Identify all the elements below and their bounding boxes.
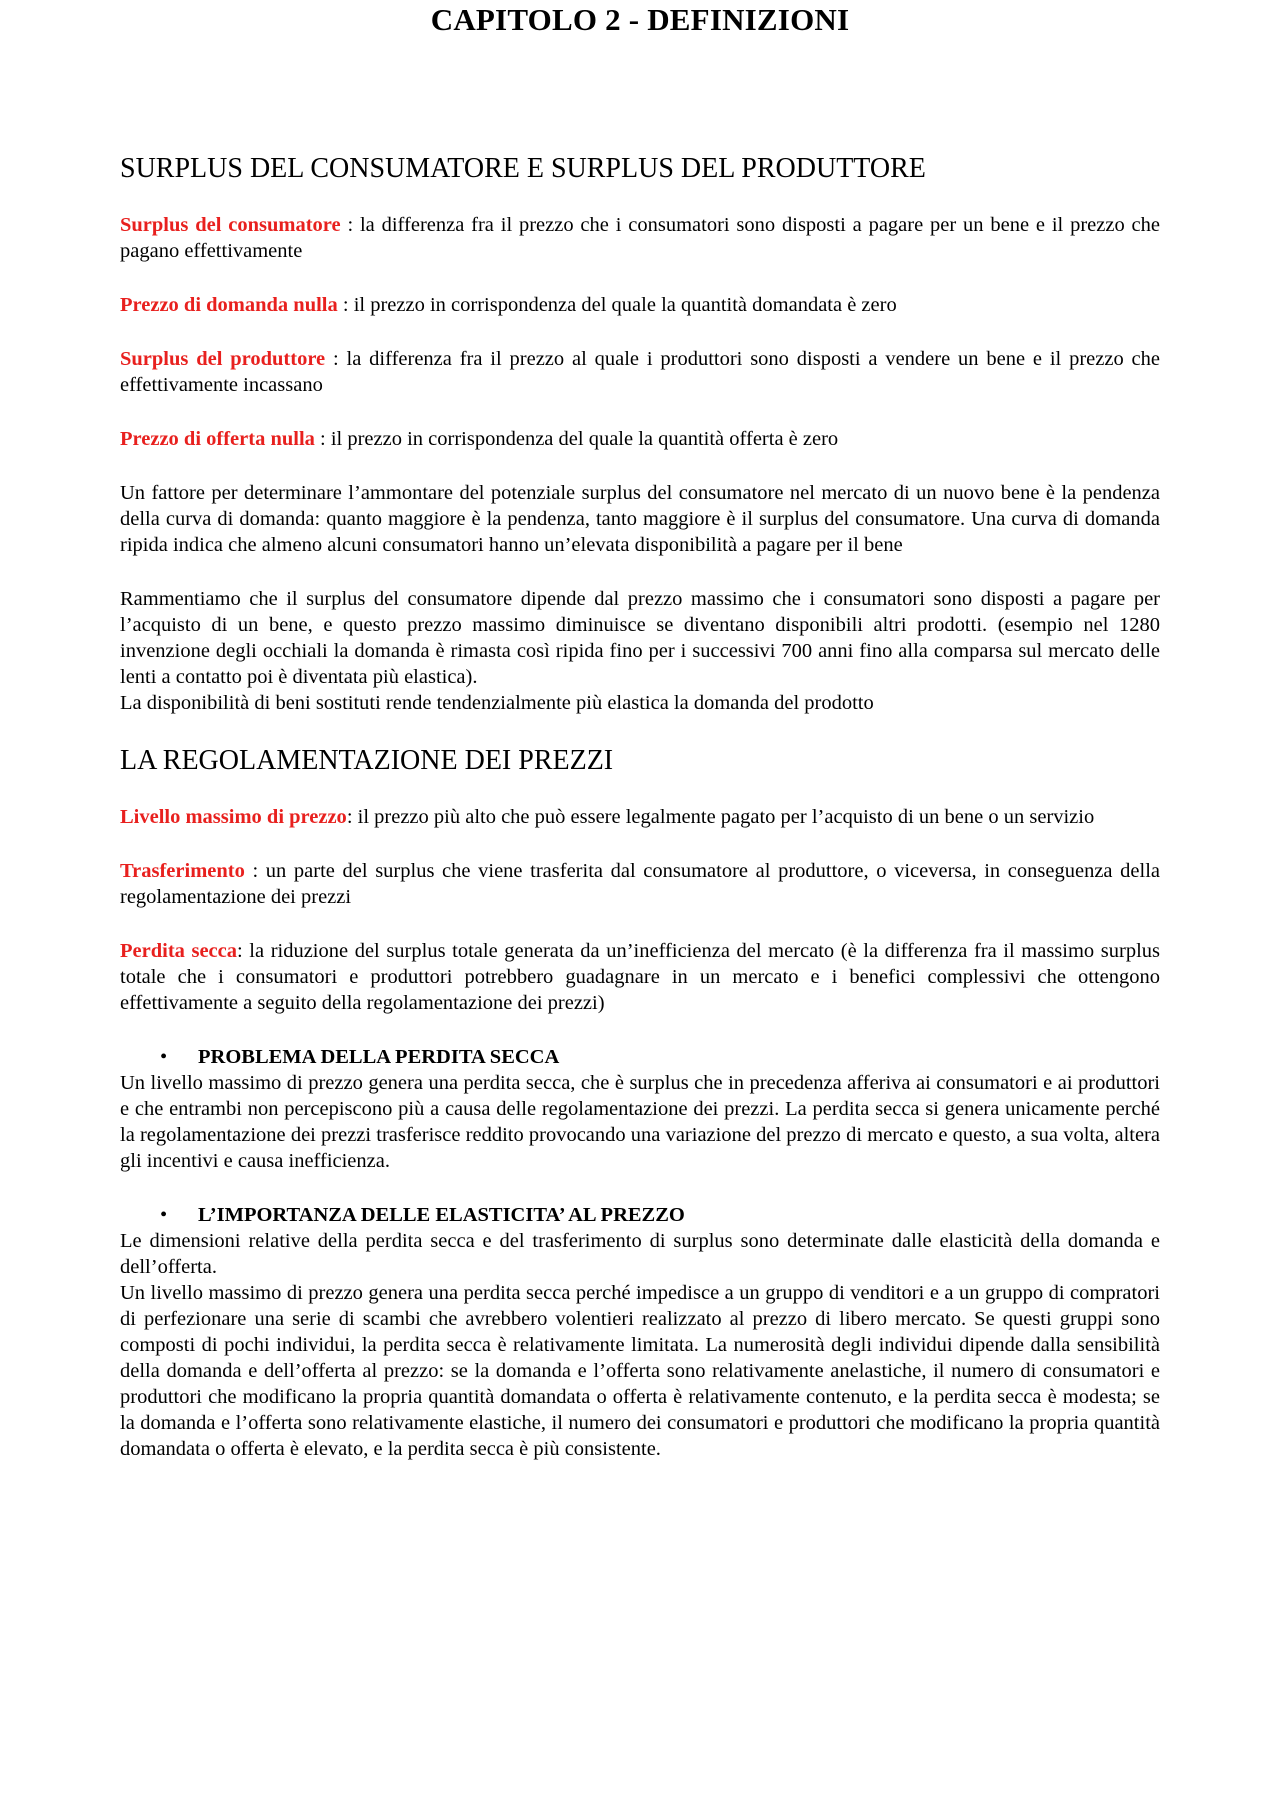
body-paragraph-deadweight-loss: Un livello massimo di prezzo genera una perdita secca, che è surplus che in precedenza afferiva ai consumatori e ai produttori e che entrambi non percepiscono più a causa delle regolamentazione dei prezzi. La perdita secca si genera unicamente perché la regolamentazione dei prezzi trasferisce reddito provocando una variazione del prezzo di mercato e questo, a sua volta, altera gli incentivi e causa inefficienza. (120, 1072, 1160, 1172)
definition-text: : la differenza fra il prezzo che i consumatori sono disposti a pagare per un bene e il prezzo che pagano effettivamente (120, 214, 1160, 262)
bullet-heading-deadweight-loss (120, 1044, 1160, 1070)
body-paragraph-elasticity-detail: Un livello massimo di prezzo genera una perdita secca perché impedisce a un gruppo di venditori e a un gruppo di compratori di perfezionare una serie di scambi che avrebbero volentieri realizzato al prezzo di libero mercato. Se questi gruppi sono composti di pochi individui, la perdita secca è relativamente limitata. La numerosità degli individui dipende dalla sensibilità della domanda e dell’offerta al prezzo: se la domanda e l’offerta sono relativamente anelastiche, il numero di consumatori e produttori che modificano la propria quantità domandata o offerta è relativamente contenuto, e la perdita secca è modesta; se la domanda e l’offerta sono relativamente elastiche, il numero dei consumatori e produttori che modificano la propria quantità domandata o offerta è elevato, e la perdita secca è più consistente. (120, 1282, 1160, 1460)
body-paragraph-max-price: Rammentiamo che il surplus del consumatore dipende dal prezzo massimo che i consumatori sono disposti a pagare per l’acquisto di un bene, e questo prezzo massimo diminuisce se diventano disponibili altri prodotti. (esempio nel 1280 invenzione degli occhiali la domanda è rimasta così ripida fino per i successivi 700 anni fino alla comparsa sul mercato delle lenti a contatto poi è diventata più elastica). (120, 588, 1160, 688)
section-heading-regulation: LA REGOLAMENTAZIONE DEI PREZZI (120, 745, 614, 776)
definition-paragraph (120, 292, 1160, 318)
section-heading-surplus: SURPLUS DEL CONSUMATORE E SURPLUS DEL PRODUTTORE (120, 153, 926, 184)
bullet-heading-elasticity (120, 1202, 1160, 1228)
bullet-icon: • (160, 1046, 168, 1068)
definition-term: Livello massimo di prezzo (120, 806, 347, 828)
body-paragraph-elasticity-intro: Le dimensioni relative della perdita secca e del trasferimento di surplus sono determinate dalle elasticità della domanda e dell’offerta. (120, 1230, 1160, 1278)
bullet-heading-text: PROBLEMA DELLA PERDITA SECCA (198, 1046, 560, 1068)
definition-paragraph (120, 346, 1160, 398)
definition-text: : la differenza fra il prezzo al quale i produttori sono disposti a vendere un bene e il prezzo che effettivamente incassano (120, 348, 1160, 396)
body-paragraph-substitutes: La disponibilità di beni sostituti rende tendenzialmente più elastica la domanda del prodotto (120, 692, 874, 714)
definition-text: : la riduzione del surplus totale generata da un’inefficienza del mercato (è la differenza fra il massimo surplus totale che i consumatori e produttori potrebbero guadagnare in un mercato e i benefici complessivi che ottengono effettivamente a seguito della regolamentazione dei prezzi) (120, 940, 1160, 1014)
definition-term: Surplus del produttore (120, 348, 326, 370)
definition-paragraph (120, 858, 1160, 910)
page-title: CAPITOLO 2 - DEFINIZIONI (430, 2, 850, 37)
definition-term: Trasferimento (120, 860, 245, 882)
definition-term: Surplus del consumatore (120, 214, 341, 236)
definition-term: Prezzo di domanda nulla (120, 294, 338, 316)
definition-paragraph (120, 804, 1160, 830)
definition-term: Prezzo di offerta nulla (120, 428, 315, 450)
definition-text: : il prezzo in corrispondenza del quale la quantità offerta è zero (314, 428, 839, 450)
definition-term: Perdita secca (120, 940, 238, 962)
definition-text: : il prezzo in corrispondenza del quale la quantità domandata è zero (337, 294, 897, 316)
definition-text: : un parte del surplus che viene trasferita dal consumatore al produttore, o viceversa, in conseguenza della regolamentazione dei prezzi (120, 860, 1160, 908)
bullet-heading-text: L’IMPORTANZA DELLE ELASTICITA’ AL PREZZO (198, 1204, 685, 1226)
body-paragraph-demand-slope: Un fattore per determinare l’ammontare del potenziale surplus del consumatore nel mercato di un nuovo bene è la pendenza della curva di domanda: quanto maggiore è la pendenza, tanto maggiore è il surplus del consumatore. Una curva di domanda ripida indica che almeno alcuni consumatori hanno un’elevata disponibilità a pagare per il bene (120, 482, 1160, 556)
bullet-icon: • (160, 1204, 168, 1226)
definition-paragraph (120, 212, 1160, 264)
definition-paragraph (120, 938, 1160, 1016)
definition-paragraph (120, 426, 1160, 452)
definition-text: : il prezzo più alto che può essere legalmente pagato per l’acquisto di un bene o un servizio (346, 806, 1095, 828)
